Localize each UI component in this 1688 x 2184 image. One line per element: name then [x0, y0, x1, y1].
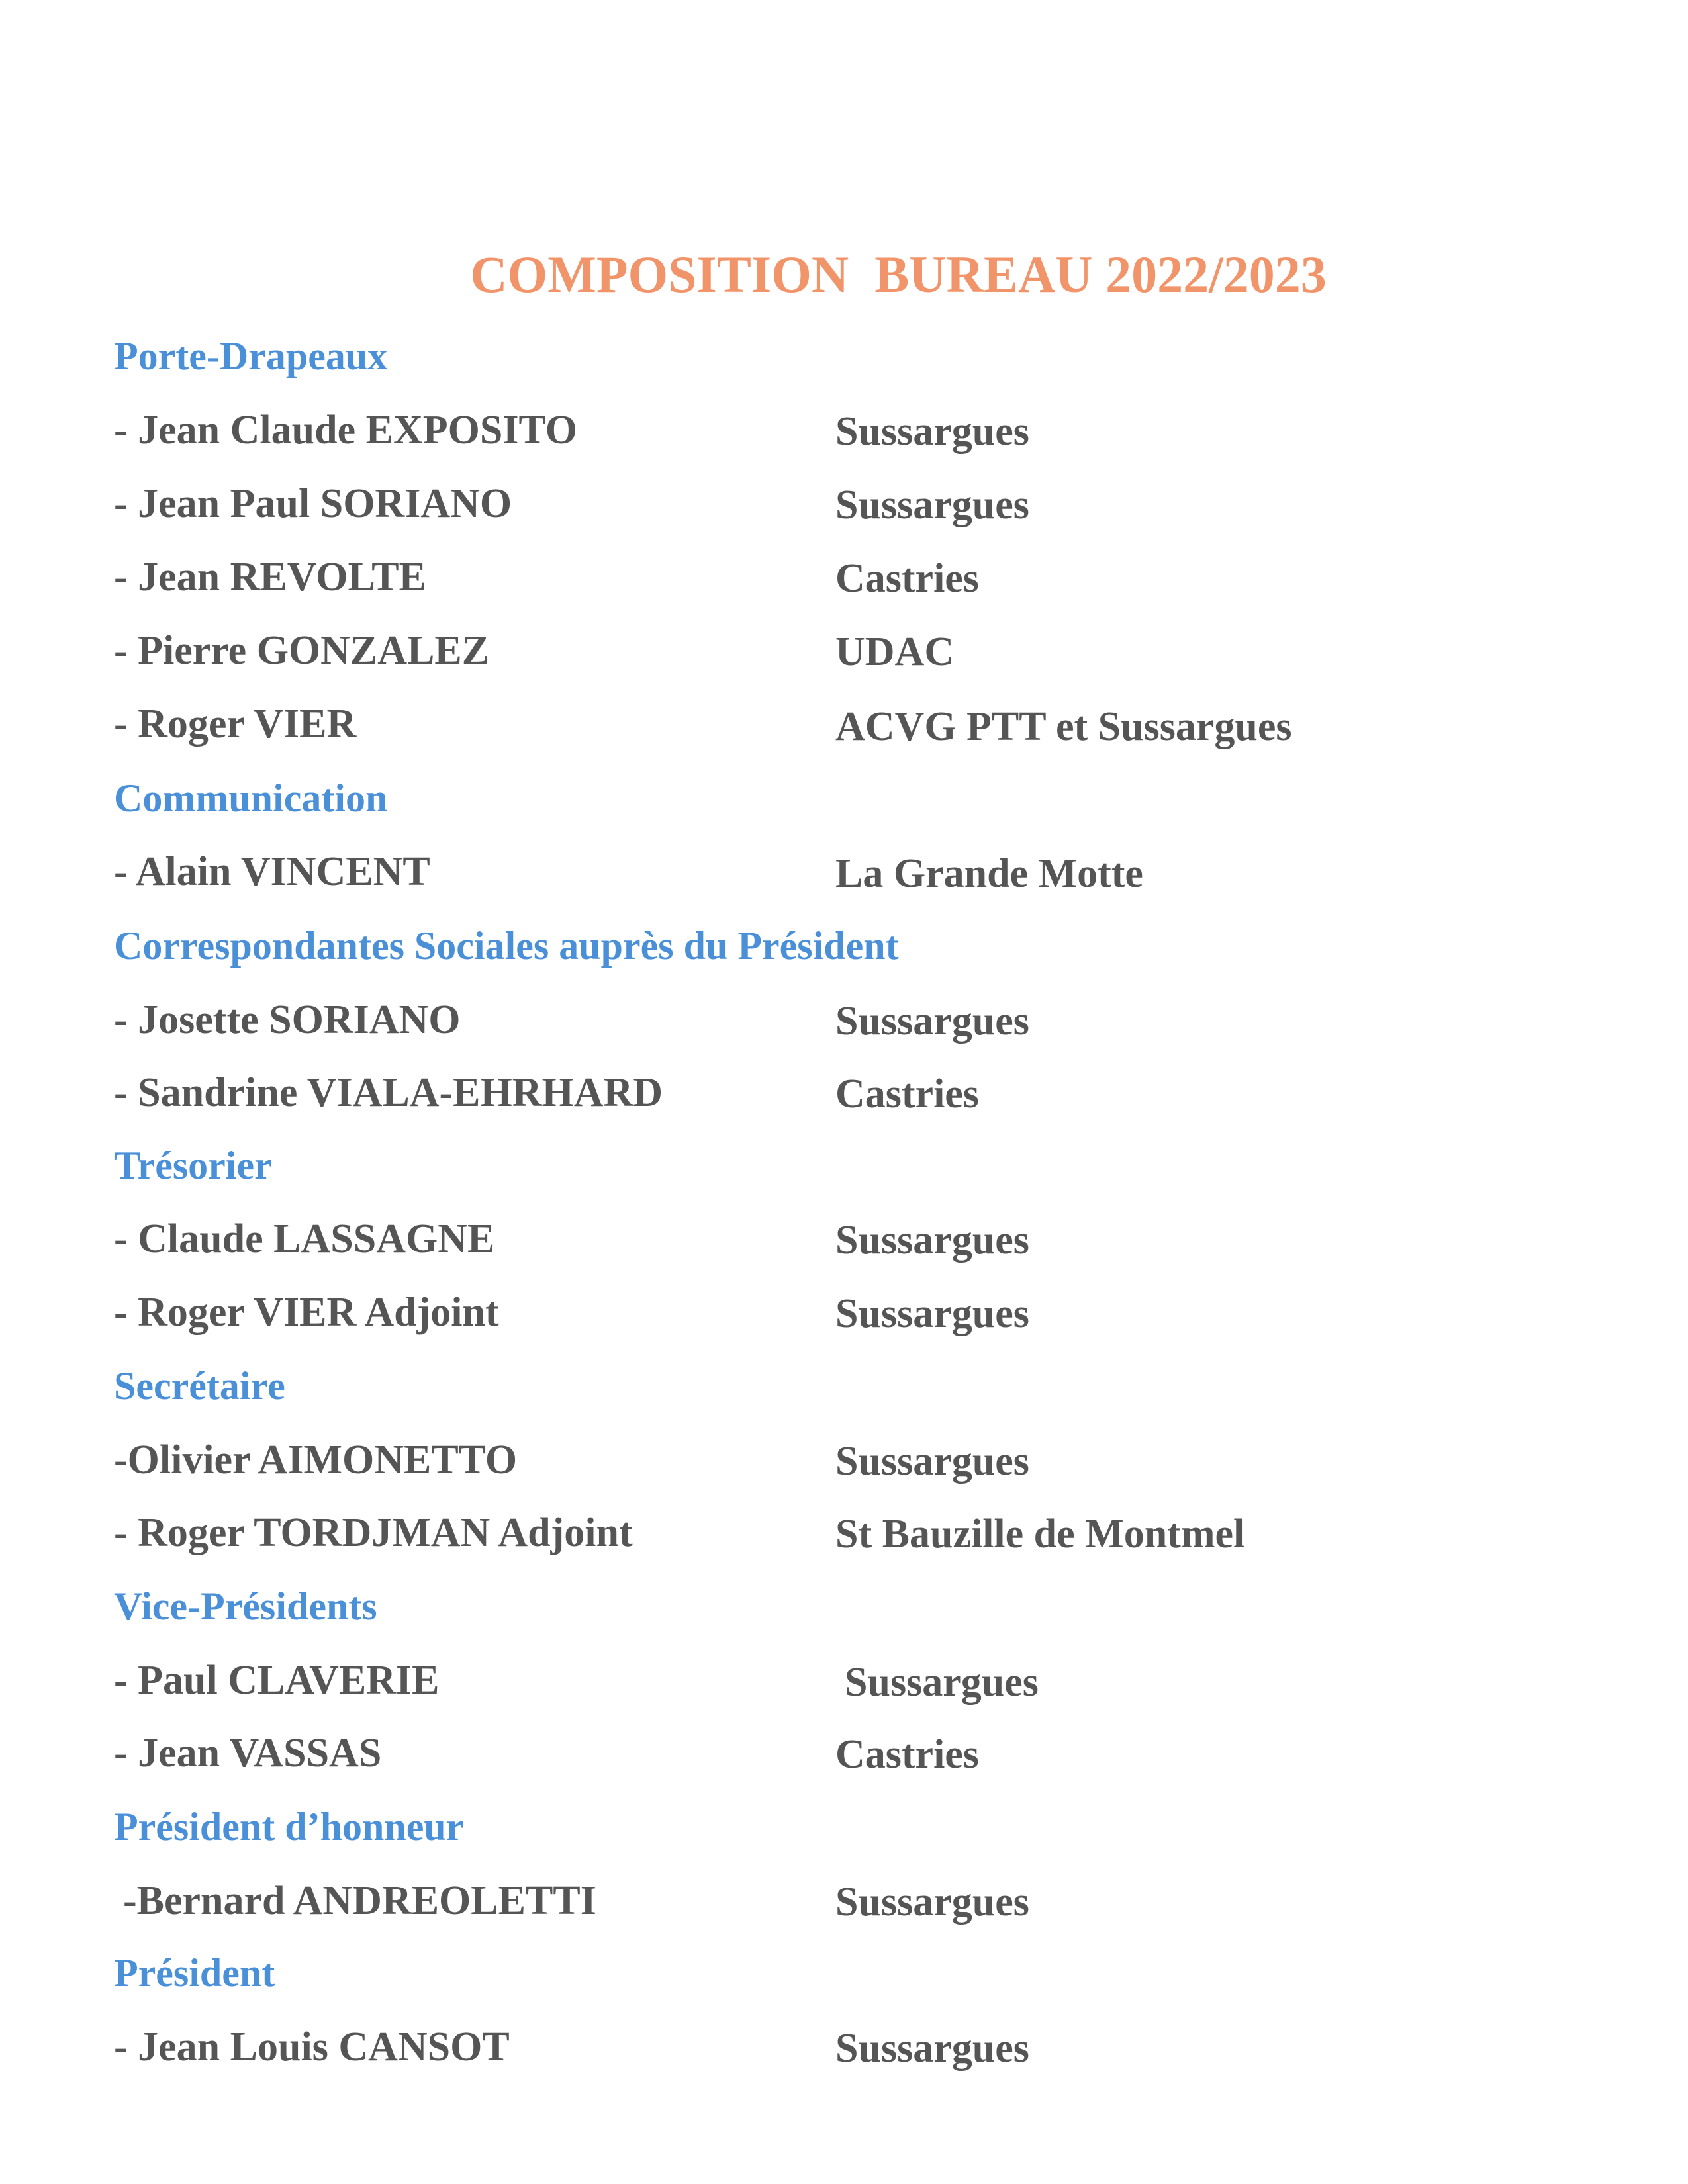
member-name: - Alain VINCENT	[114, 849, 430, 894]
member-name: - Roger TORDJMAN Adjoint	[114, 1510, 633, 1555]
section-heading-porte-drapeaux: Porte-Drapeaux	[114, 334, 388, 378]
section-heading-secretaire: Secrétaire	[114, 1364, 285, 1408]
member-place: Sussargues	[835, 1291, 1029, 1336]
member-place: Castries	[835, 556, 979, 601]
page-title: COMPOSITION BUREAU 2022/2023	[470, 246, 1327, 303]
section-heading-correspondantes-sociales: Correspondantes Sociales auprès du Président	[114, 924, 899, 968]
member-place: Sussargues	[835, 1880, 1029, 1925]
member-place: Sussargues	[835, 999, 1029, 1044]
member-name: - Paul CLAVERIE	[114, 1658, 440, 1703]
member-name: -Bernard ANDREOLETTI	[123, 1878, 596, 1923]
member-name: - Jean Louis CANSOT	[114, 2025, 510, 2070]
member-name: - Josette SORIANO	[114, 997, 461, 1042]
member-name: - Jean REVOLTE	[114, 555, 426, 600]
member-place: St Bauzille de Montmel	[835, 1512, 1245, 1557]
member-name: - Jean Paul SORIANO	[114, 481, 512, 526]
member-name: -Olivier AIMONETTO	[114, 1437, 518, 1482]
member-place: La Grande Motte	[835, 851, 1143, 896]
section-heading-communication: Communication	[114, 776, 388, 820]
member-place: ACVG PTT et Sussargues	[835, 704, 1292, 749]
member-place: Sussargues	[835, 409, 1029, 454]
member-name: - Sandrine VIALA-EHRHARD	[114, 1070, 663, 1115]
section-heading-president-honneur: Président d’honneur	[114, 1805, 464, 1848]
member-place: UDAC	[835, 629, 955, 674]
member-name: - Roger VIER Adjoint	[114, 1290, 499, 1335]
member-place: Sussargues	[835, 1218, 1029, 1263]
member-name: - Pierre GONZALEZ	[114, 628, 490, 673]
member-place: Castries	[835, 1071, 979, 1116]
member-name: - Jean Claude EXPOSITO	[114, 408, 577, 453]
member-name: - Claude LASSAGNE	[114, 1216, 495, 1261]
member-place: Sussargues	[835, 482, 1029, 527]
section-heading-vice-presidents: Vice-Présidents	[114, 1584, 377, 1628]
member-place: Sussargues	[835, 1439, 1029, 1484]
member-place: Sussargues	[845, 1660, 1039, 1705]
section-heading-tresorier: Trésorier	[114, 1144, 272, 1187]
member-place: Sussargues	[835, 2026, 1029, 2071]
section-heading-president: Président	[114, 1951, 275, 1995]
member-name: - Roger VIER	[114, 702, 357, 747]
member-name: - Jean VASSAS	[114, 1731, 382, 1776]
member-place: Castries	[835, 1732, 979, 1777]
